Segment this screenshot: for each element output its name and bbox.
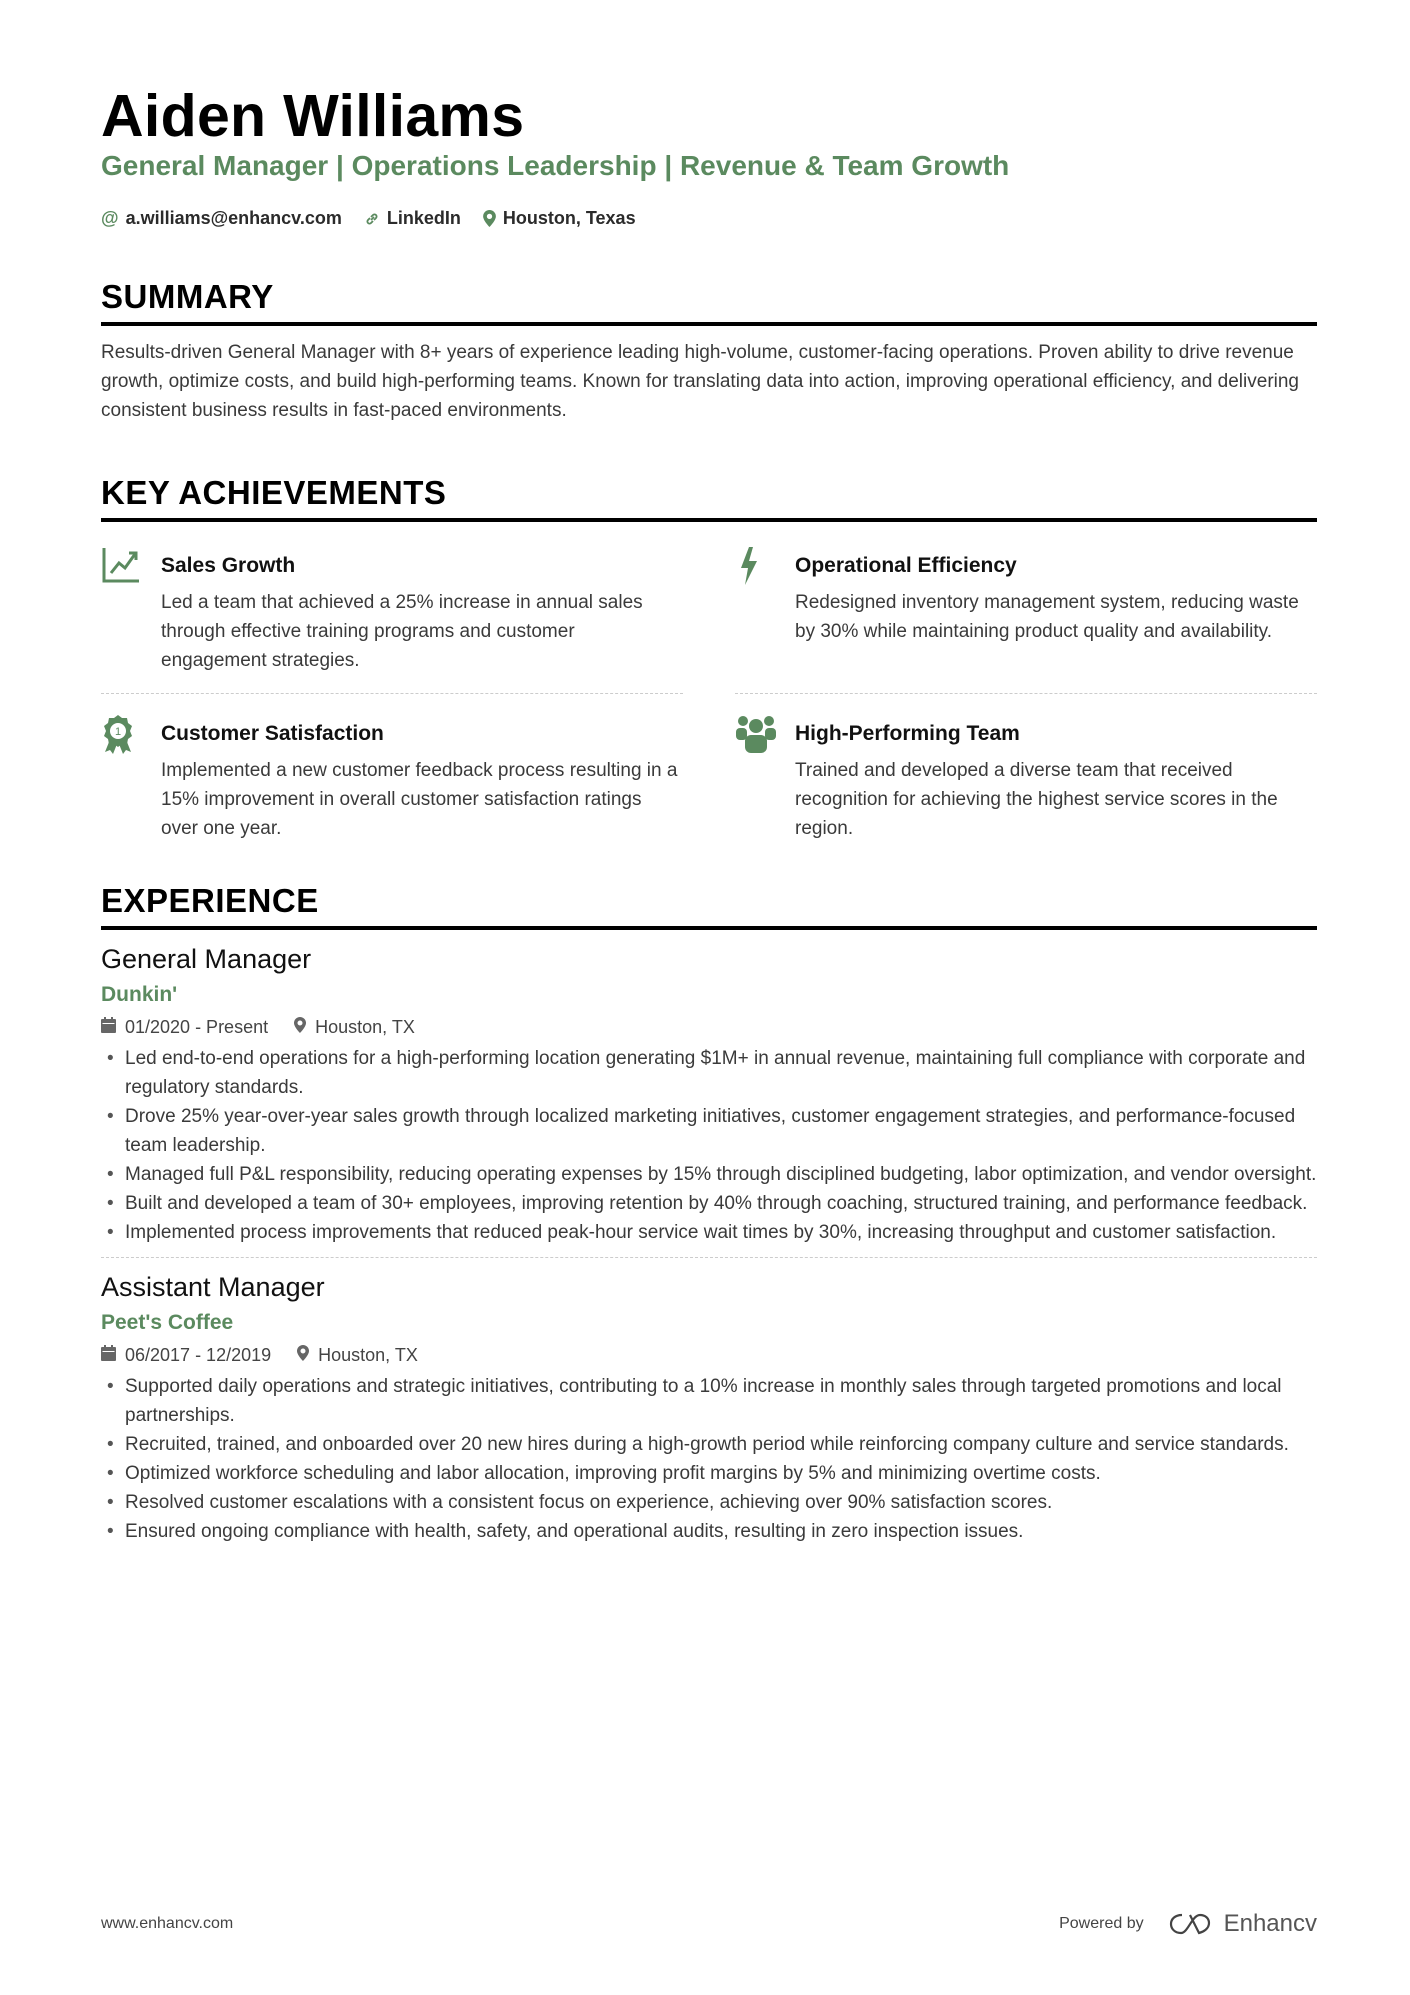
link-icon [364,211,380,227]
footer [101,1910,1317,1938]
job-bullet: • Drove 25% year-over-year sales growth through localized marketing initiatives, customer engagement strategies, and performance-focused team leadership. [101,1102,1317,1160]
achievement-desc: Implemented a new customer feedback process resulting in a 15% improvement in overall customer satisfaction ratings over one year. [161,760,678,839]
achievement-item [735,694,1317,861]
job-entry [101,1272,1317,1556]
job-bullet: • Built and developed a team of 30+ employees, improving retention by 40% through coaching, structured training, and performance feedback. [101,1189,1317,1218]
section-heading: EXPERIENCE [101,882,1317,930]
job-bullet: • Implemented process improvements that reduced peak-hour service wait times by 30%, increasing throughput and customer satisfaction. [101,1218,1317,1247]
candidate-name: Aiden Williams [101,83,525,149]
job-company: Dunkin' [101,983,178,1006]
award-ribbon-icon [101,714,143,843]
svg-text:1: 1 [114,726,122,738]
linkedin-text: LinkedIn [386,208,461,228]
job-dates: 06/2017 - 12/2019 [125,1345,272,1365]
achievement-desc: Redesigned inventory management system, reducing waste by 30% while maintaining product quality and availability. [795,592,1299,642]
contact-bar [101,208,1317,229]
achievement-title: High-Performing Team [795,722,1020,745]
job-location: Houston, TX [318,1345,418,1365]
calendar-icon [101,1345,116,1366]
enhancv-logo-icon [1168,1912,1214,1936]
achievement-item [735,536,1317,694]
brand-name: Enhancv [1223,1910,1317,1937]
enhancv-logo[interactable] [1168,1910,1317,1938]
job-role: General Manager [101,944,312,974]
job-company: Peet's Coffee [101,1311,234,1334]
powered-by-label: Powered by [1059,1915,1144,1932]
job-bullet: • Supported daily operations and strategic initiatives, contributing to a 10% increase in monthly sales through targeted promotions and local partnerships. [101,1372,1317,1430]
bolt-icon [735,546,777,675]
achievement-title: Customer Satisfaction [161,722,384,745]
email-text: a.williams@enhancv.com [125,208,342,228]
section-heading: KEY ACHIEVEMENTS [101,474,1317,522]
job-location: Houston, TX [315,1017,415,1037]
job-bullet: • Ensured ongoing compliance with health, safety, and operational audits, resulting in zero inspection issues. [101,1517,1317,1546]
contact-location [483,208,636,229]
job-bullet: • Managed full P&L responsibility, reducing operating expenses by 15% through disciplined budgeting, labor optimization, and vendor oversight. [101,1160,1317,1189]
job-bullet: • Recruited, trained, and onboarded over 20 new hires during a high-growth period while reinforcing company culture and service standards. [101,1430,1317,1459]
chart-line-icon [101,546,143,675]
map-pin-icon [483,210,496,227]
contact-linkedin[interactable] [364,208,461,229]
experience-section [101,882,1317,1556]
achievement-desc: Led a team that achieved a 25% increase in annual sales through effective training programs and customer engagement strategies. [161,592,643,671]
achievement-item [101,694,683,861]
at-icon: @ [101,208,119,228]
job-bullet: • Resolved customer escalations with a consistent focus on experience, achieving over 90% satisfaction scores. [101,1488,1317,1517]
users-icon [735,714,777,843]
job-dates: 01/2020 - Present [125,1017,269,1037]
candidate-title: General Manager | Operations Leadership | Revenue & Team Growth [101,150,1010,181]
job-role: Assistant Manager [101,1272,325,1302]
job-entry [101,944,1317,1258]
achievements-section [101,474,1317,861]
achievement-title: Operational Efficiency [795,554,1017,577]
job-bullet: • Led end-to-end operations for a high-performing location generating $1M+ in annual revenue, maintaining full compliance with corporate and regulatory standards. [101,1044,1317,1102]
section-heading: SUMMARY [101,278,1317,326]
map-pin-icon [297,1345,309,1366]
achievement-desc: Trained and developed a diverse team that received recognition for achieving the highest service scores in the region. [795,760,1278,839]
website-link[interactable]: www.enhancv.com [101,1915,234,1932]
summary-text: Results-driven General Manager with 8+ years of experience leading high-volume, customer-facing operations. Proven ability to drive revenue growth, optimize costs, and build high-performing teams. Known for translating data into action, improving operational efficiency, and delivering consistent business results in fast-paced environments. [101,342,1300,421]
location-text: Houston, Texas [502,208,636,228]
contact-email[interactable] [101,208,342,229]
achievement-item [101,536,683,694]
map-pin-icon [294,1017,306,1038]
calendar-icon [101,1017,116,1038]
achievement-title: Sales Growth [161,554,296,577]
summary-section [101,278,1317,425]
job-bullet: • Optimized workforce scheduling and labor allocation, improving profit margins by 5% and minimizing overtime costs. [101,1459,1317,1488]
